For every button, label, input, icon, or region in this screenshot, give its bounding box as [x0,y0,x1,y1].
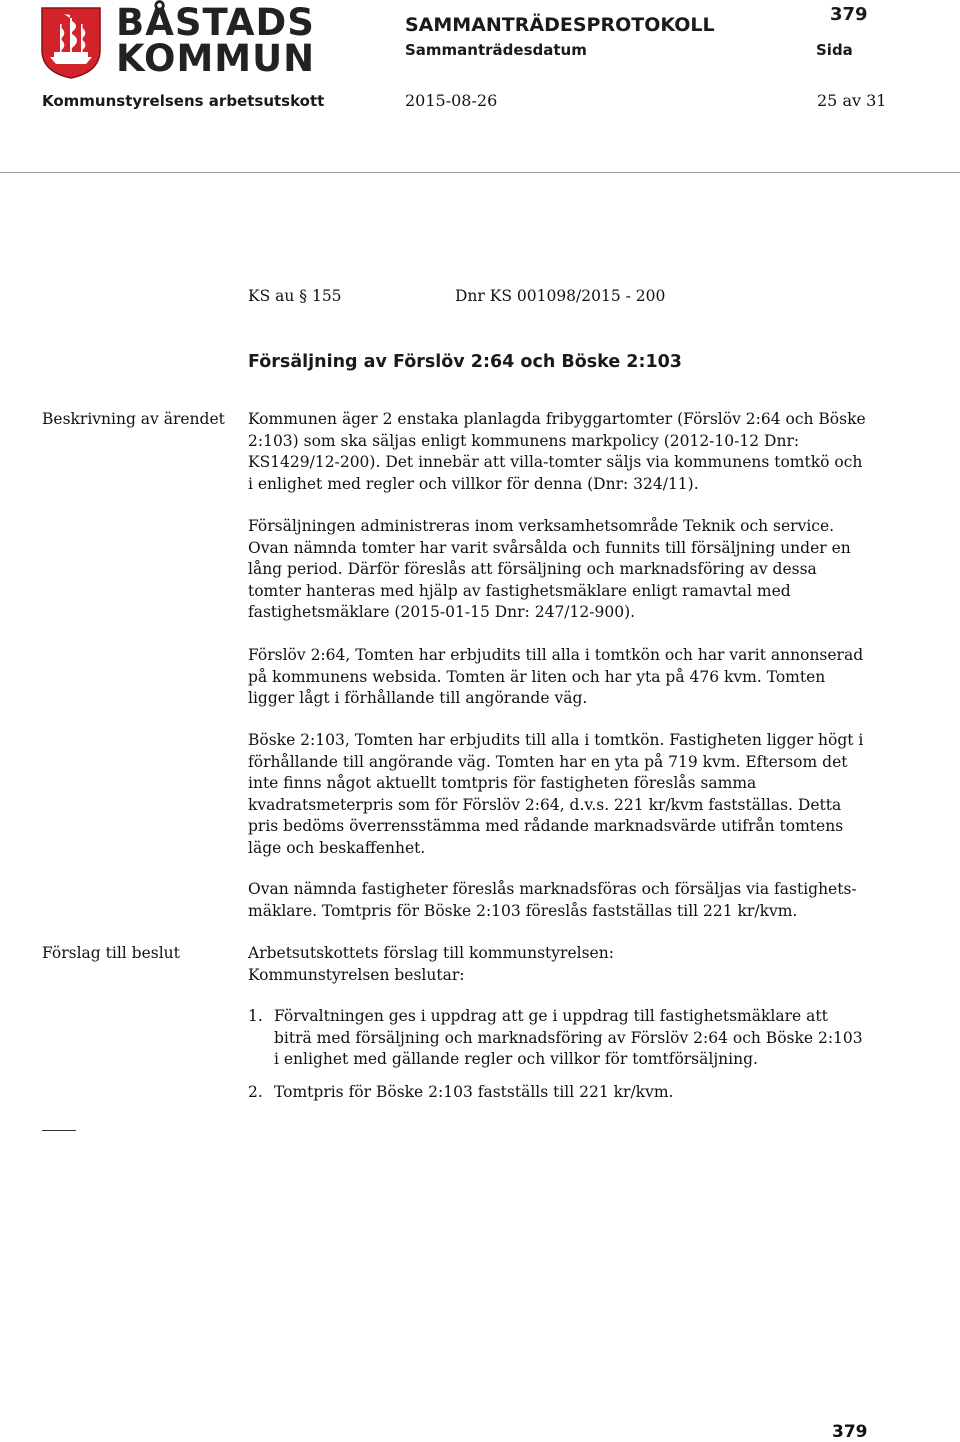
description-label: Beskrivning av ärendet [42,410,225,428]
municipality-coat-of-arms [40,6,102,80]
decision-item-number: 1. [248,1007,263,1025]
paragraph-text: Förslöv 2:64, Tomten har erbjudits till alla i tomtkön och har varit annonserad på kommunens websida. Tomten är liten och har yta på 476 kvm. Tomten ligger lågt i förhållande till angörande väg. [248,646,864,707]
proposal-intro [248,943,868,986]
committee-name: Kommunstyrelsens arbetsutskott [42,92,325,110]
proposal-label: Förslag till beslut [42,944,180,962]
page-label: Sida [816,41,853,59]
page-number-top: 379 [830,4,868,25]
paragraph-text: Kommunen äger 2 enstaka planlagda fribyggartomter (Förslöv 2:64 och Böske 2:103) som ska säljas enligt kommunens markpolicy (2012-10-12 Dnr: KS1429/12-200). Det innebär att villa-tomter säljs via kommunens tomtkö och i enlighet med regler och villkor för denna (Dnr: 324/11). [248,410,866,493]
proposal-intro-line: Kommunstyrelsen beslutar: [248,965,465,984]
case-number: KS au § 155 [248,287,342,305]
logo-wordmark-line1: BÅSTADS [116,1,315,44]
description-paragraph [248,645,868,710]
logo-wordmark-line2: KOMMUN [116,37,316,80]
description-paragraph [248,730,868,859]
decision-item [248,1006,868,1071]
decision-item [248,1082,868,1104]
decision-item-text: Förvaltningen ges i uppdrag att ge i uppdrag till fastighetsmäklare att biträ med försäljning och marknadsföring av Förslöv 2:64 och Böske 2:103 i enlighet med gällande regler och villkor för tomtförsäljning. [274,1007,863,1068]
case-dnr: Dnr KS 001098/2015 - 200 [455,287,666,305]
header-divider [0,172,960,173]
signature-line [42,1130,76,1131]
description-paragraph [248,879,868,922]
meeting-date: 2015-08-26 [405,91,498,110]
page-number-bottom: 379 [832,1422,868,1442]
decision-item-number: 2. [248,1082,263,1101]
case-heading: Försäljning av Förslöv 2:64 och Böske 2:103 [248,352,682,372]
paragraph-text: Försäljningen administreras inom verksamhetsområde Teknik och service. Ovan nämnda tomter har varit svårsålda och funnits till försäljning under en lång period. Därför föreslås att försäljning och marknadsföring av dessa tomter hanteras med hjälp av fastighetsmäklare enligt ramavtal med fastighetsmäklare (2015-01-15 Dnr: 247/12-900). [248,517,851,621]
page-count: 25 av 31 [817,91,887,110]
paragraph-text: Ovan nämnda fastigheter föreslås marknadsföras och försäljas via fastighets-mäklare. Tomtpris för Böske 2:103 föreslås fastställas till 221 kr/kvm. [248,880,857,920]
decision-list [248,1006,868,1103]
paragraph-text: Böske 2:103, Tomten har erbjudits till alla i tomtkön. Fastigheten ligger högt i förhållande till angörande väg. Tomten har en yta på 719 kvm. Eftersom det inte finns något aktuellt tomtpris för fastigheten föreslås samma kvadratsmeterpris som för Förslöv 2:64, d.v.s. 221 kr/kvm fastställas. Detta pris bedöms överrensstämma med rådande marknadsvärde utifrån tomtens läge och beskaffenhet. [248,731,864,857]
decision-item-text: Tomtpris för Böske 2:103 fastställs till 221 kr/kvm. [274,1082,674,1101]
description-paragraph [248,409,868,495]
description-paragraph [248,516,868,624]
proposal-intro-line: Arbetsutskottets förslag till kommunstyrelsen: [248,944,614,962]
meeting-date-label: Sammanträdesdatum [405,41,587,59]
document-title: SAMMANTRÄDESPROTOKOLL [405,14,715,36]
